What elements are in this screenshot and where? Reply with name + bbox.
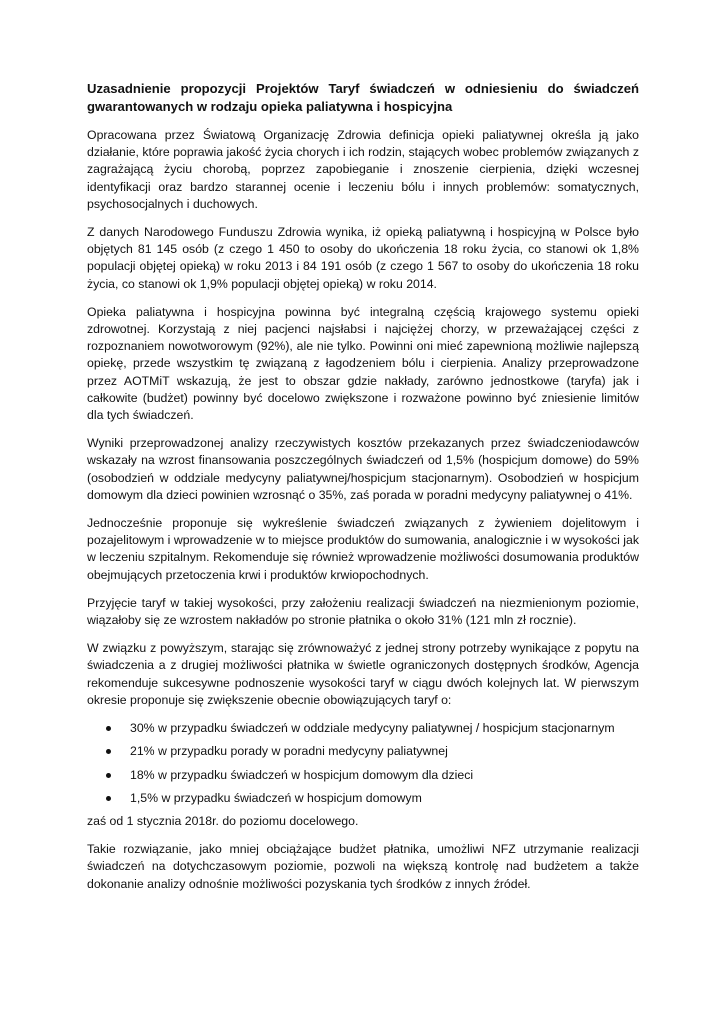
paragraph-analysis-results: Wyniki przeprowadzonej analizy rzeczywistych kosztów przekazanych przez świadczeniodawców wskazały na wzrost finansowania poszczególnych świadczeń od 1,5% (hospicjum domowe) do 59% (osobodzień w oddziale medycyny paliatywnej/hospicjum stacjonarnym). Osobodzień w hospicjum domowym dla dzieci powinien wzrosnąć o 35%, zaś porada w poradni medycyny paliatywnej o 41%. — [87, 436, 639, 502]
paragraph-nfz-data: Z danych Narodowego Funduszu Zdrowia wynika, iż opieką paliatywną i hospicyjną w Polsce było objętych 81 145 osób (z czego 1 450 to osoby do ukończenia 18 roku życia, co stanowi ok 1,8% populacji objętej opieką) w roku 2013 i 84 191 osób (z czego 1 567 to osoby do ukończenia 18 roku życia, co stanowi ok 1,9% populacji objętej opieką) w roku 2014. — [87, 225, 639, 291]
tariff-increase-list — [87, 720, 639, 807]
list-item-text: 21% w przypadku porady w poradni medycyny paliatywnej — [130, 744, 448, 759]
paragraph-definition: Opracowana przez Światową Organizację Zdrowia definicja opieki paliatywnej określa ją jako działanie, które poprawia jakość życia chorych i ich rodzin, stających wobec problemów związanych z zagrażającą życiu chorobą, poprzez zapobieganie i znoszenie cierpienia, dzięki wczesnej identyfikacji oraz bardzo starannej ocenie i leczeniu bólu i innych problemów: somatycznych, psychosocjalnych i duchowych. — [87, 128, 639, 211]
list-item — [87, 790, 639, 807]
paragraph-cost-increase: Przyjęcie taryf w takiej wysokości, przy założeniu realizacji świadczeń na niezmienionym poziomie, wiązałoby się ze wzrostem nakładów po stronie płatnika o około 31% (121 mln zł rocznie). — [87, 595, 639, 628]
bullet-icon — [106, 726, 111, 731]
list-item-text: 30% w przypadku świadczeń w oddziale medycyny paliatywnej / hospicjum stacjonarnym — [130, 721, 615, 736]
paragraph-after-list: zaś od 1 stycznia 2018r. do poziomu docelowego. — [87, 813, 359, 828]
bullet-icon — [106, 796, 111, 801]
paragraph-closing: Takie rozwiązanie, jako mniej obciążające budżet płatnika, umożliwi NFZ utrzymanie realizacji świadczeń na dotychczasowym poziomie, pozwoli na większą kontrolę nad budżetem a także dokonanie analizy odnośnie możliwości pozyskania tych środków z innych źródeł. — [87, 842, 639, 891]
bullet-icon — [106, 749, 111, 754]
list-item-text: 18% w przypadku świadczeń w hospicjum domowym dla dzieci — [130, 767, 474, 782]
paragraph-nutrition: Jednocześnie proponuje się wykreślenie świadczeń związanych z żywieniem dojelitowym i pozajelitowym i wprowadzenie w to miejsce produktów do sumowania, analogicznie i w wysokości jak w leczeniu szpitalnym. Rekomenduje się również wprowadzenie możliwości dosumowania produktów obejmujących przetoczenia krwi i produktów krwiopochodnych. — [87, 516, 639, 582]
list-item — [87, 767, 639, 784]
paragraph-recommendation: W związku z powyższym, starając się zrównoważyć z jednej strony potrzeby wynikające z popytu na świadczenia a z drugiej możliwości płatnika w świetle ograniczonych dostępnych środków, Agencja rekomenduje sukcesywne podnoszenie wysokości taryf w ciągu dwóch kolejnych lat. W pierwszym okresie proponuje się zwiększenie obecnie obowiązujących taryf o: — [87, 641, 639, 707]
list-item — [87, 743, 639, 760]
document-title: Uzasadnienie propozycji Projektów Taryf świadczeń w odniesieniu do świadczeń gwarantowanych w rodzaju opieka paliatywna i hospicyjna — [87, 81, 639, 114]
list-item — [87, 720, 639, 737]
document-body — [87, 80, 639, 904]
bullet-icon — [106, 773, 111, 778]
paragraph-integral-part: Opieka paliatywna i hospicyjna powinna być integralną częścią krajowego systemu opieki zdrowotnej. Korzystają z niej pacjenci najsłabsi i najciężej chorzy, w przeważającej części z rozpoznaniem nowotworowym (92%), ale nie tylko. Powinni oni mieć zapewnioną możliwie najlepszą opiekę, przede wszystkim tę związaną z łagodzeniem bólu i cierpienia. Analizy przeprowadzone przez AOTMiT wskazują, że jest to obszar gdzie nakłady, zarówno jednostkowe (taryfa) jak i całkowite (budżet) powinny być docelowo zwiększone i rozważone powinno być zniesienie limitów dla tych świadczeń. — [87, 304, 639, 423]
list-item-text: 1,5% w przypadku świadczeń w hospicjum domowym — [130, 790, 422, 805]
